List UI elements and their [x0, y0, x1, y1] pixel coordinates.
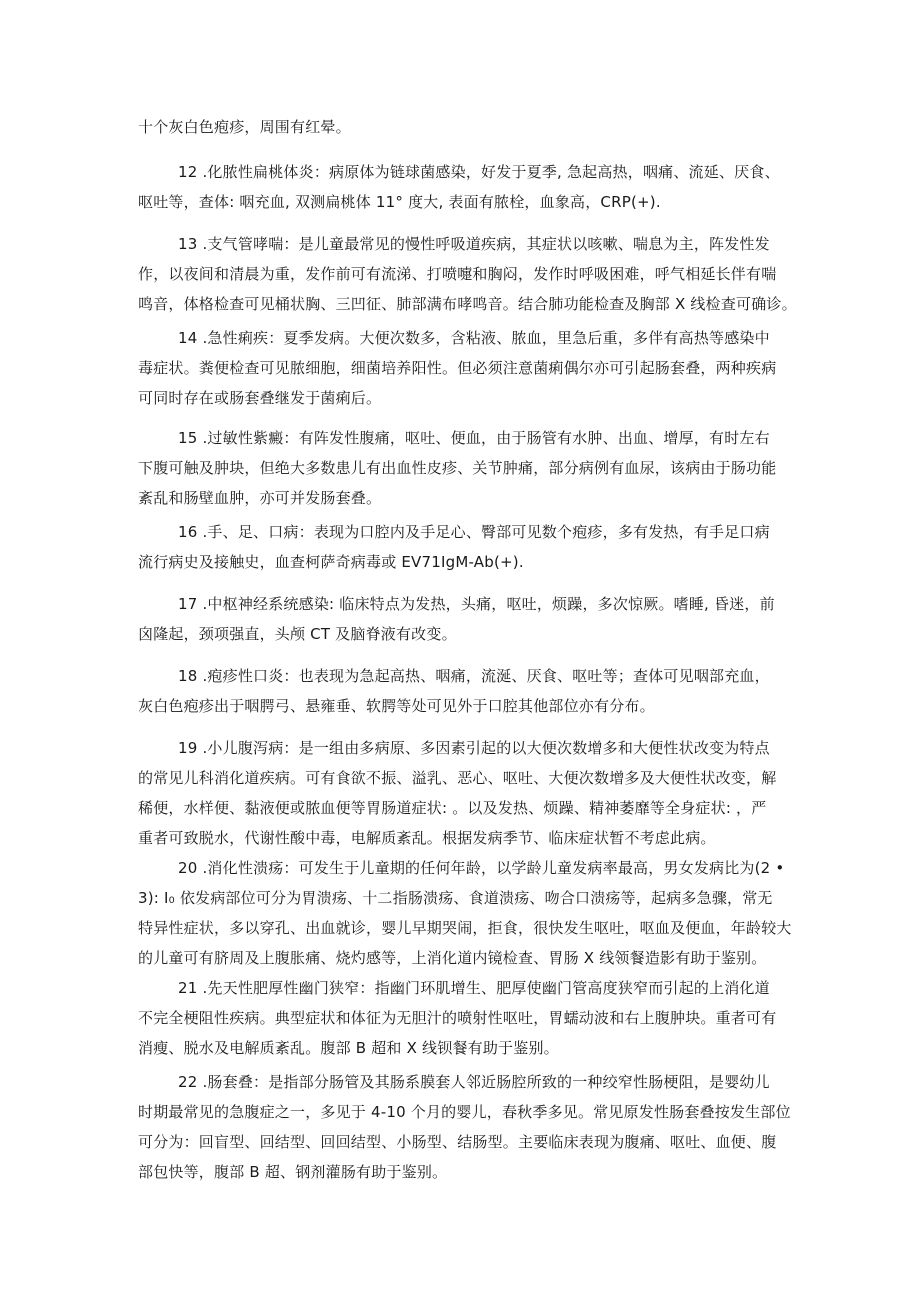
paragraph-item-19 [138, 733, 798, 853]
paragraph-item-21 [138, 973, 798, 1063]
text-line: 作，以夜间和清晨为重，发作前可有流涕、打喷嚏和胸闷，发作时呼吸困难，呼气相延长伴有喘 [138, 265, 777, 283]
text-line: 时期最常见的急腹症之一，多见于 4-10 个月的婴儿，春秋季多见。常见原发性肠套叠按发生部位 [138, 1103, 791, 1121]
text-line: 3): I₀ 依发病部位可分为胃溃疡、十二指肠溃疡、食道溃疡、吻合口溃疡等，起病多急骤，常无 [138, 889, 773, 907]
text-line [138, 973, 798, 1003]
text-line [138, 733, 798, 763]
paragraph-item-17 [138, 589, 798, 649]
text-line [138, 423, 798, 453]
text-line-content: 13 .支气管哮喘：是儿童最常见的慢性呼吸道疾病，其症状以咳嗽、喘息为主，阵发性发 [178, 235, 770, 253]
text-line: 特异性症状，多以穿孔、出血就诊，婴儿早期哭闹，拒食，很快发生呕吐，呕血及便血，年龄较大 [138, 919, 792, 937]
text-line: 的儿童可有脐周及上腹胀痛、烧灼感等，上消化道内镜检查、胃肠 X 线领餐造影有助于鉴别。 [138, 949, 767, 967]
text-line: 流行病史及接触史，血查柯萨奇病毒或 EV71IgM-Ab(+). [138, 553, 524, 571]
text-line [138, 661, 798, 691]
text-line [138, 1067, 798, 1097]
text-line [138, 853, 798, 883]
text-line: 消瘦、脱水及电解质紊乱。腹部 B 超和 X 线钡餐有助于鉴别。 [138, 1039, 559, 1057]
text-line: 毒症状。粪便检查可见脓细胞，细菌培养阳性。但必须注意菌痢偶尔亦可引起肠套叠，两种疾病 [138, 359, 777, 377]
paragraph-item-13 [138, 229, 798, 319]
text-line [138, 517, 798, 547]
text-line [138, 589, 798, 619]
text-line-content: 16 .手、足、口病：表现为口腔内及手足心、臀部可见数个疱疹，多有发热，有手足口病 [178, 523, 770, 541]
paragraph-item-14 [138, 323, 798, 413]
text-line-content: 20 .消化性溃疡：可发生于儿童期的任何年龄，以学龄儿童发病率最高，男女发病比为(2 • [178, 859, 785, 877]
text-line-content: 19 .小儿腹泻病：是一组由多病原、多因素引起的以大便次数增多和大便性状改变为特点 [178, 739, 770, 757]
text-line: 不完全梗阻性疾病。典型症状和体征为无胆汁的喷射性呕吐，胃蠕动波和右上腹肿块。重者可有 [138, 1009, 777, 1027]
paragraph-item-20 [138, 853, 798, 973]
text-line [138, 323, 798, 353]
text-line: 可分为：回盲型、回结型、回回结型、小肠型、结肠型。主要临床表现为腹痛、呕吐、血便、腹 [138, 1133, 777, 1151]
paragraph-continuation [138, 112, 798, 142]
paragraph-item-18 [138, 661, 798, 721]
text-line: 下腹可触及肿块，但绝大多数患儿有出血性皮疹、关节肿痛，部分病例有血尿，该病由于肠功能 [138, 459, 777, 477]
paragraph-item-12 [138, 157, 798, 217]
text-line: 稀便，水样便、黏液便或脓血便等胃肠道症状: 。以及发热、烦躁、精神萎靡等全身症状: ，严 [138, 799, 767, 817]
text-line: 部包快等，腹部 B 超、钢剂灌肠有助于鉴别。 [138, 1163, 448, 1181]
text-line: 鸣音，体格检查可见桶状胸、三凹征、肺部满布哮鸣音。结合肺功能检查及胸部 X 线检查可确诊。 [138, 295, 797, 313]
text-line: 囟隆起，颈项强直，头颅 CT 及脑脊液有改变。 [138, 625, 457, 643]
text-line: 呕吐等，查体: 咽充血, 双测扁桃体 11° 度大, 表面有脓栓，血象高，CRP(+). [138, 193, 661, 211]
text-line-content: 21 .先天性肥厚性幽门狭窄：指幽门环肌增生、肥厚使幽门管高度狭窄而引起的上消化道 [178, 979, 770, 997]
text-line: 灰白色疱疹出于咽腭弓、悬雍垂、软腭等处可见外于口腔其他部位亦有分布。 [138, 697, 655, 715]
text-line: 的常见儿科消化道疾病。可有食欲不振、溢乳、恶心、呕吐、大便次数增多及大便性状改变，解 [138, 769, 777, 787]
text-line-content: 14 .急性痢疾：夏季发病。大便次数多，含粘液、脓血，里急后重，多伴有高热等感染中 [178, 329, 770, 347]
text-line-content: 15 .过敏性紫癜：有阵发性腹痛，呕吐、便血，由于肠管有水肿、出血、增厚，有时左右 [178, 429, 770, 447]
text-line [138, 229, 798, 259]
text-line-content: 22 .肠套叠：是指部分肠管及其肠系膜套人邻近肠腔所致的一种绞窄性肠梗阻，是婴幼儿 [178, 1073, 770, 1091]
text-line [138, 157, 798, 187]
text-line-content: 12 .化脓性扁桃体炎：病原体为链球菌感染，好发于夏季, 急起高热，咽痛、流延、厌食、 [178, 163, 780, 181]
paragraph-item-16 [138, 517, 798, 577]
paragraph-item-15 [138, 423, 798, 513]
text-line: 十个灰白色疱疹，周围有红晕。 [138, 118, 351, 136]
text-line: 可同时存在或肠套叠继发于菌痢后。 [138, 389, 382, 407]
text-line-content: 17 .中枢神经系统感染: 临床特点为发热，头痛，呕吐，烦躁，多次惊厥。嗜睡, 昏迷，前 [178, 595, 775, 613]
text-line-content: 18 .疱疹性口炎：也表现为急起高热、咽痛，流涎、厌食、呕吐等；查体可见咽部充血， [178, 667, 770, 685]
paragraph-item-22 [138, 1067, 798, 1187]
text-line: 紊乱和肠壁血肿，亦可并发肠套叠。 [138, 489, 382, 507]
text-line: 重者可致脱水，代谢性酸中毒，电解质紊乱。根据发病季节、临床症状暂不考虑此病。 [138, 829, 716, 847]
